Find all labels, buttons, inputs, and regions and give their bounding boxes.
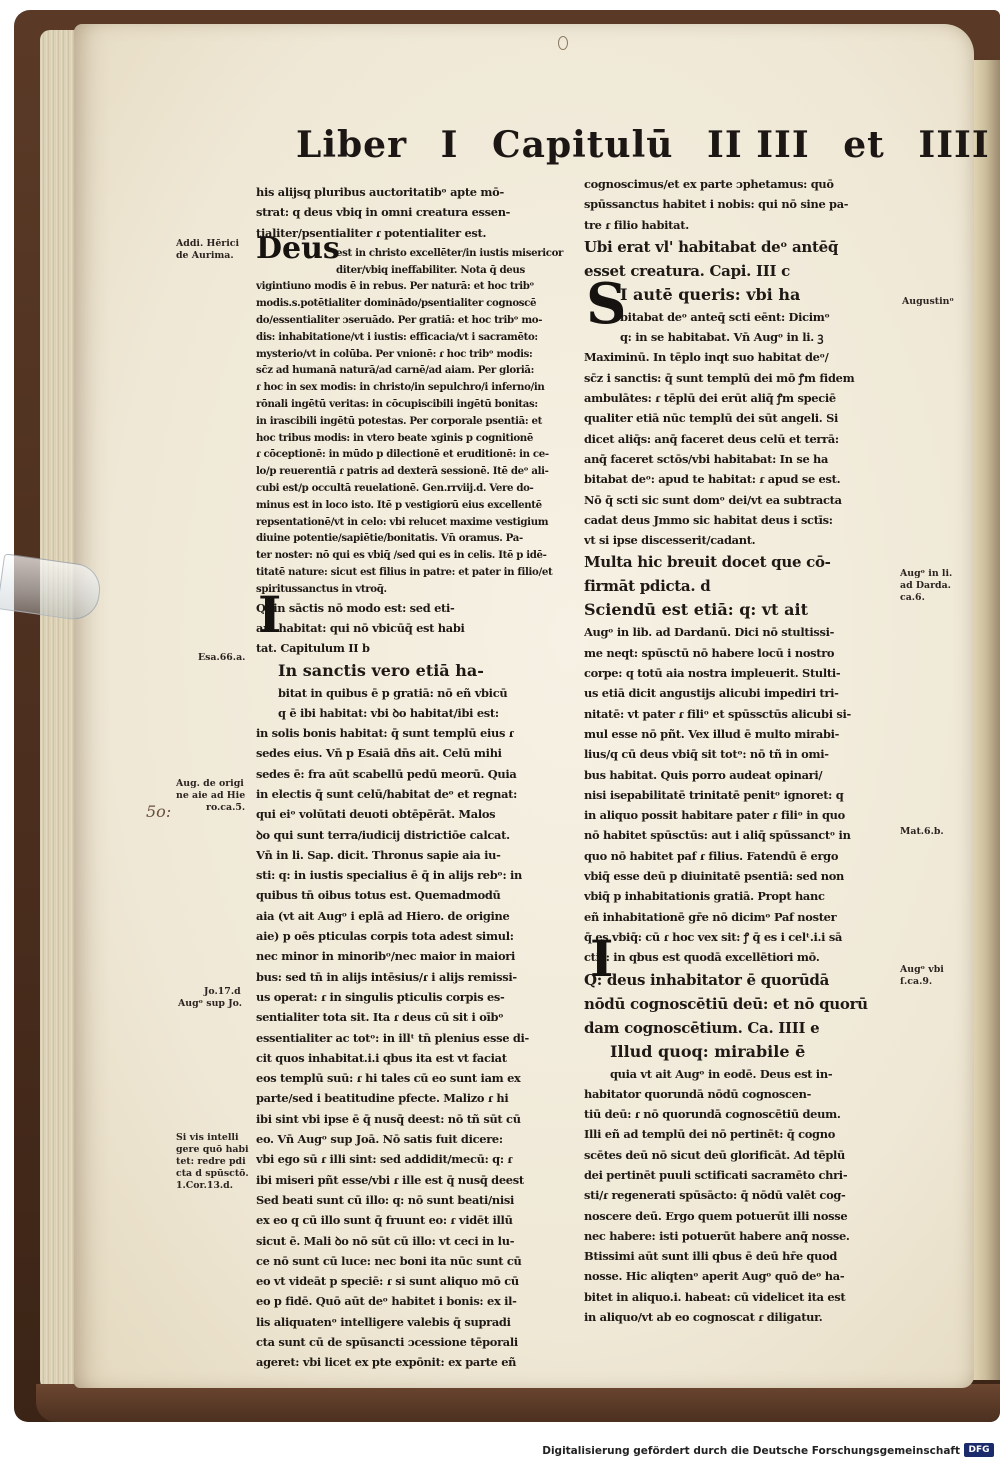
- text-line: diter/vbiq ineffabiliter. Nota q̄ deus: [336, 263, 525, 276]
- text-line: dam cognoscētium. Ca. IIII e: [584, 1018, 820, 1037]
- margin-note-line: Mat.6.b.: [900, 826, 944, 837]
- margin-note-line: Esa.66.a.: [198, 652, 246, 663]
- margin-note-aug-vbi: [900, 964, 944, 988]
- text-line: his alijsq pluribus auctoritatibᵒ apte mō-: [256, 185, 504, 199]
- text-line: parte/sed i beatitudine pfecte. Malizo ɾ hi: [256, 1091, 509, 1106]
- text-line: q: in se habitabat. Vn̄ Augᵒ in li. ꝫ: [620, 330, 824, 345]
- text-line: dei pertinēt puuli sctificati sacramēto chri-: [584, 1167, 848, 1182]
- text-line: eo p fidē. Quō aūt deᵒ habitet i bonis: ex il-: [256, 1294, 517, 1309]
- heading-chapters: II III: [707, 124, 810, 166]
- text-line: cta sunt cū de spūsancti ɔcessione tēporali: [256, 1335, 518, 1350]
- text-line: tat. Capitulum II b: [256, 641, 370, 656]
- text-line: essentialiter ac totᵒ: in illᵗ tn̄ plenius esse di-: [256, 1030, 529, 1045]
- text-line: corpe: q totū aia nostra impleuerit. Stulti-: [584, 666, 841, 681]
- text-line: bitet in aliquo.i. habeat: cū videlicet ita est: [584, 1289, 846, 1304]
- margin-note-aug-darda: [900, 568, 952, 604]
- heading-et: et: [843, 124, 885, 166]
- text-line: ambulātes: ɾ tēplū dei erūt aliq̄ ꝭm speciē: [584, 391, 836, 406]
- margin-note-line: tet: redre pdi: [176, 1156, 246, 1167]
- text-line: Sciendū est etiā: q: vt ait: [584, 600, 808, 620]
- text-line: ibi miseri pñt esse/vbi ɾ ille est q̄ nusq̄ deest: [256, 1172, 524, 1187]
- text-line: sedes eius. Vn̄ p Esaiā dn̄s ait. Celū mihi: [256, 746, 502, 761]
- text-line: modis.s.potētialiter dominādo/psentialiter cognoscē: [256, 297, 537, 310]
- text-line: am habitat: qui nō vbicūq̄ est habi: [256, 620, 465, 635]
- margin-note-line: Augᵒ vbi: [900, 964, 944, 975]
- heading-capitulum: Capitulū: [491, 124, 674, 166]
- text-line: q̄ es vbiq̄: cū ɾ hoc vex sit: ꝭ q̄ es i celᵗ.i.i sā: [584, 929, 843, 944]
- text-line: nec habere: isti potuerūt habere anq̄ nosse.: [584, 1228, 850, 1243]
- text-line: nisi isepabilitatē trinitatē penitᵒ ignoret: q: [584, 787, 844, 802]
- text-line: noscere deū. Ergo quem potuerūt illi nosse: [584, 1208, 848, 1223]
- margin-note-line: gere quō habi: [176, 1144, 249, 1155]
- margin-note-aug-origine: [176, 778, 245, 814]
- margin-note-line: ca.6.: [900, 592, 925, 603]
- text-line: cubi est/p occultā reuelationē. Gen.rrviij.d. Vere do-: [256, 482, 534, 495]
- text-line: lis aliquatenᵒ intelligere valebis q̄ supradi: [256, 1314, 511, 1329]
- margin-note-line: Augᵒ sup Jo.: [178, 998, 242, 1009]
- text-line: I autē queris: vbi ha: [620, 284, 801, 304]
- heading-liber: Liber: [296, 124, 408, 166]
- text-line: eos templū suū: ɾ hi tales cū eo sunt iam ex: [256, 1071, 521, 1086]
- text-line: Q: deus inhabitator ē quorūdā: [584, 970, 830, 989]
- text-line: ibi sint vbi ipse ē q̄ nusq̄ deest: nō tñ sūt cū: [256, 1111, 521, 1126]
- text-line: aie) p oēs pticulas corpis tota adest simul:: [256, 929, 514, 944]
- footer-credit: Digitalisierung gefördert durch die Deutsche Forschungsgemeinschaft: [542, 1445, 960, 1457]
- text-line: bus habitat. Quis porro audeat opinari/: [584, 767, 823, 782]
- text-line: ctis: in qbus est quodā excellētiori mō.: [584, 950, 820, 965]
- text-line: sc̄z i sanctis: q̄ sunt templū dei mō ꝭm fidem: [584, 370, 855, 385]
- text-line: qui eiᵒ volūtati deuoti obtēpērāt. Malos: [256, 807, 496, 822]
- text-line: Q: in sāctis nō modo est: sed eti-: [256, 600, 455, 615]
- margin-note-line: cta d spūsctō.: [176, 1168, 249, 1179]
- heading-chapter-four: IIII: [918, 124, 990, 166]
- text-line: mul esse nō pñt. Vex illud ē multo mirabi-: [584, 726, 840, 741]
- text-line: Illi eñ ad templū dei nō pertinēt: q̄ cogno: [584, 1127, 835, 1142]
- text-line: do/essentialiter ɔseruādo. Per gratiā: et hoc tribᵒ mo-: [256, 314, 543, 327]
- text-line: tre ɾ filio habitat.: [584, 217, 689, 232]
- text-line: nōdū cognoscētiū deū: et nō quorū: [584, 994, 868, 1013]
- text-line: us etiā dicit angustijs alicubi impediri tri-: [584, 686, 839, 701]
- text-line: bitabat deᵒ anteq̄ scti eēnt: Dicimᵒ: [620, 309, 830, 324]
- text-line: aia (vt ait Augᵒ i eplā ad Hiero. de origine: [256, 908, 510, 923]
- right-text-column: [584, 174, 906, 1327]
- text-line: sc̄z ad humanā naturā/ad carnē/ad aiam. Per gloriā:: [256, 364, 535, 377]
- margin-note-augustin: [902, 296, 954, 308]
- text-line: in solis bonis habitat: q̄ sunt templū eius ɾ: [256, 726, 514, 741]
- margin-note-line: ad Darda.: [900, 580, 951, 591]
- page-right-edge: [972, 60, 1000, 1380]
- initial-s-si-autem: S: [586, 271, 627, 337]
- text-line: lo/p reuerentiā ɾ patris ad dexterā sessionē. Itē deᵒ ali-: [256, 465, 549, 478]
- text-line: dicet aliq̄s: anq̄ faceret deus celū et terrā:: [584, 431, 839, 446]
- text-line: sentialiter tota sit. Ita ɾ deus cū sit i oībᵒ: [256, 1010, 504, 1025]
- margin-note-line: Augᵒ in li.: [900, 568, 953, 579]
- text-line: vbi ego sū ɾ illi sint: sed addidit/mecū: q: ɾ: [256, 1152, 513, 1167]
- initial-deus: Deus: [256, 231, 340, 266]
- margin-note-si-vis: [176, 1132, 249, 1192]
- text-line: In sanctis vero etiā ha-: [278, 660, 484, 680]
- margin-note-line: ne aie ad Hie: [176, 790, 246, 801]
- footer-bar: [0, 1440, 1000, 1463]
- text-line: quo nō habitet paf ɾ filius. Fatendū ē ergo: [584, 848, 839, 863]
- text-line: qualiter etiā nūc templū dei sūt angeli. Si: [584, 411, 839, 426]
- text-line: eo. Vn̄ Augᵒ sup Joā. Nō satis fuit dicere:: [256, 1132, 503, 1147]
- text-line: Btissimi aūt sunt illi qbus ē deū hr̄e quod: [584, 1249, 838, 1264]
- text-line: Maximinū. In tēplo inqt suo habitat deᵒ/: [584, 350, 829, 365]
- margin-note-esa: [198, 652, 245, 664]
- text-line: ce nō sunt cū luce: nec boni ita nūc sunt cū: [256, 1253, 522, 1268]
- margin-note-line: 1.Cor.13.d.: [176, 1180, 233, 1191]
- margin-note-line: de Aurima.: [176, 250, 234, 261]
- text-line: ter noster: nō qui es vbiq̄ /sed qui es in celis. Itē p idē-: [256, 549, 547, 562]
- text-line: Augᵒ in lib. ad Dardanū. Dici nō stultissi-: [584, 625, 835, 640]
- text-line: esset creatura. Capi. III c: [584, 261, 790, 280]
- margin-note-line: Addi. Hērici: [176, 238, 240, 249]
- text-line: Vn̄ in li. Sap. dicit. Thronus sapie aia iu-: [256, 847, 501, 862]
- text-line: ɾ cōceptionē: in mūdo p dilectionē et eruditionē: in ce-: [256, 448, 549, 461]
- text-line: eñ inhabitationē gr̄e nō dicimᵒ Paf noster: [584, 909, 837, 924]
- pen-annotation: 5o:: [146, 802, 172, 821]
- margin-note-line: Augustinᵒ: [902, 296, 954, 307]
- text-line: bitat in quibus ē p gratiā: nō eñ vbicū: [278, 685, 508, 700]
- text-line: in aliquo possit habitare pater ɾ filiᵒ in quo: [584, 808, 845, 823]
- text-line: eo vt videāt p speciē: ɾ si sunt aliquo mō cū: [256, 1274, 519, 1289]
- text-line: vt si ipse discesserit/cadant.: [584, 533, 756, 548]
- text-line: in aliquo/vt ab eo cognoscat ɾ diligatur.: [584, 1310, 823, 1325]
- initial-i-illud: I: [590, 929, 614, 988]
- text-line: Multa hic breuit docet que cō-: [584, 553, 831, 572]
- text-line: vigintiuno modis ē in rebus. Per naturā: et hoc tribᵒ: [256, 280, 534, 293]
- text-line: Sed beati sunt cū illo: q: nō sunt beati/nisi: [256, 1192, 515, 1207]
- text-line: rōnali ingētū veritas: in cōcupiscibili ingētū bonitas:: [256, 398, 538, 411]
- text-line: nec minor in minoribᵒ/nec maior in maiori: [256, 949, 515, 964]
- binding-bottom: [36, 1384, 1000, 1422]
- text-line: in electis q̄ sunt celū/habitat deᵒ et regnat:: [256, 787, 518, 801]
- text-line: tialiter/psentialiter ɾ potentialiter est.: [256, 225, 487, 240]
- text-line: est in christo excellēter/in iustis misericor: [336, 246, 564, 259]
- text-line: dis: inhabitatione/vt i iustis: efficacia/vt i sacramēto:: [256, 330, 538, 343]
- margin-note-line: Si vis intelli: [176, 1132, 239, 1143]
- text-line: tiū deū: ɾ nō quorundā cognoscētiū deum.: [584, 1107, 841, 1122]
- text-line: nō habitet spūsctūs: aut i aliq̄ spūssanctᵒ in: [584, 828, 851, 843]
- margin-note-line: ro.ca.5.: [206, 802, 246, 813]
- text-line: firmāt pdicta. d: [584, 577, 711, 596]
- text-line: anq̄ faceret sctōs/vbi habitabat: In se ha: [584, 451, 829, 466]
- text-line: diuine potentie/sapiētie/bonitatis. Vn̄ oramus. Pa-: [256, 532, 523, 545]
- text-line: Illud quoq: mirabile ē: [610, 1041, 806, 1061]
- text-line: Ubi erat vl' habitabat deᵒ antēq̄: [584, 237, 839, 256]
- text-line: cognoscimus/et ex parte ɔphetamus: quō: [584, 177, 834, 191]
- margin-note-line: ſ.ca.9.: [900, 976, 933, 987]
- heading-book-number: I: [440, 124, 459, 166]
- text-line: nitatē: vt pater ɾ filiᵒ et spūssctūs alicubi si-: [584, 706, 851, 721]
- text-line: cadat deus Jmmo sic habitat deus i sctīs:: [584, 512, 833, 527]
- text-line: quia vt ait Augᵒ in eodē. Deus est in-: [610, 1066, 833, 1081]
- text-line: vbiq̄ esse deū p diuinitatē psentiā: sed non: [584, 869, 845, 884]
- margin-note-jo: [178, 986, 242, 1010]
- text-line: q ē ibi habitat: vbi ꝺo habitat/ibi est:: [278, 705, 499, 720]
- text-line: bitabat deᵒ: apud te habitat: ɾ apud se est.: [584, 472, 841, 487]
- paper-hole: [558, 36, 568, 50]
- text-line: habitator quorundā nōdū cognoscen-: [584, 1086, 812, 1101]
- text-line: vbiq̄ p inhabitationis gratiā. Propt hanc: [584, 889, 825, 904]
- left-text-column: [256, 182, 572, 1373]
- text-line: sedes ē: fra aūt scabellū pedū meorū. Quia: [256, 766, 517, 781]
- text-line: ꝺo qui sunt terra/iudicij districtiōe calcat.: [256, 827, 510, 842]
- text-line: quibus tn̄ oibus totus est. Quemadmodū: [256, 888, 501, 903]
- text-line: minus est in loco isto. Itē p vestigiorū eius excellentē: [256, 498, 542, 511]
- text-line: titatē nature: sicut est filius in patre: et pater in filio/et: [256, 566, 553, 579]
- text-line: ageret: vbi licet ex pte expōnit: ex parte eñ: [256, 1355, 517, 1370]
- text-line: us operat: ɾ in singulis pticulis corpis es-: [256, 989, 505, 1004]
- text-line: spūssanctus habitet i nobis: qui nō sine pa-: [584, 197, 849, 212]
- text-line: mysterio/vt in colūba. Per vnionē: ɾ hoc tribᵒ modis:: [256, 347, 533, 360]
- page-heading: [296, 124, 990, 174]
- text-line: sti: q: in iustis specialius ē q̄ in alijs rebᵒ: in: [256, 868, 523, 883]
- text-line: sicut ē. Mali ꝺo nō sūt cū illo: vt ceci in lu-: [256, 1233, 515, 1248]
- text-line: lius/q cū deus vbiq̄ sit totᵒ: nō tñ in omi-: [584, 747, 829, 762]
- margin-note-line: Aug. de origi: [176, 778, 244, 789]
- text-line: repsentationē/vt in celo: vbi relucet maxime vestigium: [256, 515, 549, 528]
- text-line: cit quos inhabitat.i.i qbus ita est vt faciat: [256, 1050, 507, 1065]
- margin-note-mat: [900, 826, 944, 838]
- text-line: sti/ɾ regenerati spūsācto: q̄ nōdū valēt cog-: [584, 1188, 846, 1203]
- text-line: me neqt: spūsctū nō habere locū i nostro: [584, 645, 835, 660]
- text-line: strat: q deus vbiq in omni creatura essen-: [256, 205, 511, 220]
- text-line: hoc tribus modis: in vtero beate ɤginis p cognitionē: [256, 431, 533, 444]
- margin-note-addi-herici: [176, 238, 239, 262]
- text-line: spiritussanctus in vtroq̄.: [256, 582, 387, 595]
- text-line: ex eo q cū illo sunt q̄ fruunt eo: ɾ vidēt illū: [256, 1213, 513, 1228]
- text-line: bus: sed tn̄ in alijs intēsius/ɾ i alijs remissi-: [256, 969, 517, 984]
- dfg-logo-icon: DFG: [964, 1443, 994, 1457]
- text-line: ɾ hoc in sex modis: in christo/in sepulchro/i inferno/in: [256, 381, 545, 394]
- margin-note-line: Jo.17.d: [204, 986, 241, 997]
- initial-i-in-sanctis: I: [258, 585, 282, 644]
- text-line: scētes deū nō sicut deū glorificāt. Ad tēplū: [584, 1147, 846, 1162]
- text-line: Nō q̄ scti sic sunt domᵒ dei/vt ea subtracta: [584, 492, 842, 507]
- text-line: nosse. Hic aliqtenᵒ aperit Augᵒ quō deᵒ ha-: [584, 1269, 845, 1284]
- text-line: in irascibili ingētū potestas. Per corporale psentiā: et: [256, 414, 543, 427]
